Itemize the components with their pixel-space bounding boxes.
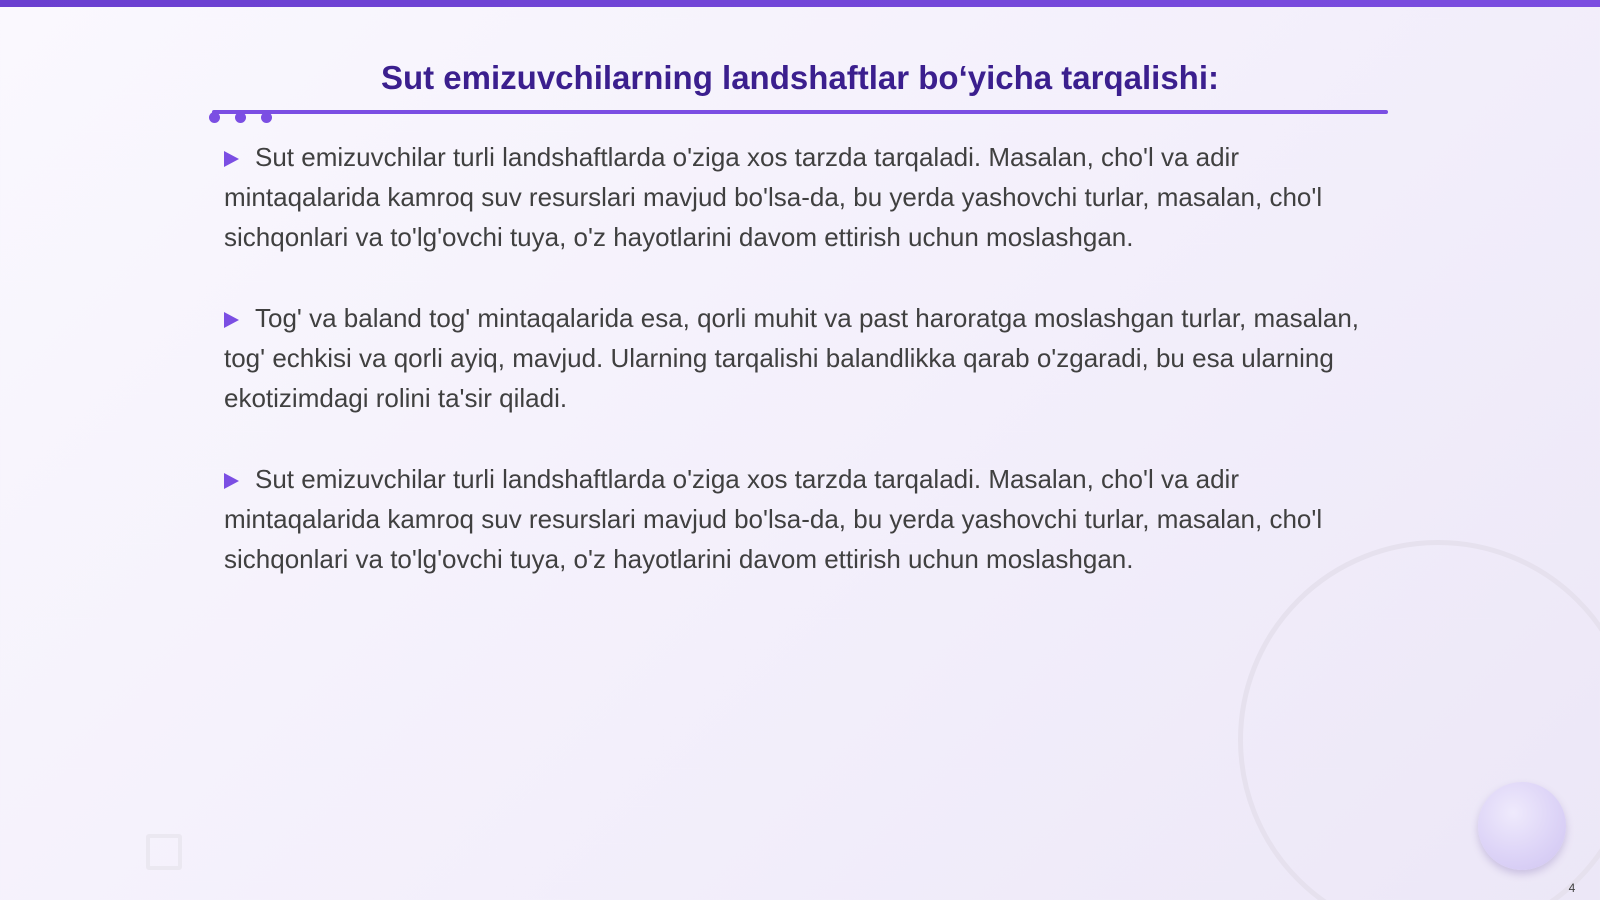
bullet-text: Tog' va baland tog' mintaqalarida esa, qorli muhit va past haroratga moslashgan turlar, masalan, tog' echkisi va qorli ayiq, mavjud. Ularning tarqalishi balandlikka qarab o'zgaradi, bu esa ularning ekotizimdagi rolini ta'sir qiladi. (224, 303, 1359, 413)
bullet-text: Sut emizuvchilar turli landshaftlarda o'ziga xos tarzda tarqaladi. Masalan, cho'l va adir mintaqalarida kamroq suv resurslari mavjud bo'lsa-da, bu yerda yashovchi turlar, masalan, cho'l sichqonlari va to'lg'ovchi tuya, o'z hayotlarini davom ettirish uchun moslashgan. (224, 142, 1323, 252)
top-accent-bar (0, 0, 1600, 7)
slide-title: Sut emizuvchilarning landshaftlar bo‘yicha tarqalishi: (380, 59, 1219, 96)
bullet-text: Sut emizuvchilar turli landshaftlarda o'ziga xos tarzda tarqaladi. Masalan, cho'l va adir mintaqalarida kamroq suv resurslari mavjud bo'lsa-da, bu yerda yashovchi turlar, masalan, cho'l sichqonlari va to'lg'ovchi tuya, o'z hayotlarini davom ettirish uchun moslashgan. (224, 464, 1323, 574)
triangle-right-icon (224, 151, 239, 167)
bullet-list (224, 137, 1389, 620)
underline-dot (261, 112, 272, 123)
underline-dot (209, 112, 220, 123)
decorative-square (146, 834, 182, 870)
slide-number: 4 (1568, 881, 1576, 895)
underline-dot (235, 112, 246, 123)
bullet-item (224, 137, 1389, 257)
triangle-right-icon (224, 312, 239, 328)
triangle-right-icon (224, 473, 239, 489)
bullet-item (224, 459, 1389, 579)
decorative-sphere (1478, 782, 1566, 870)
title-underline (212, 110, 1388, 114)
bullet-item (224, 298, 1389, 418)
